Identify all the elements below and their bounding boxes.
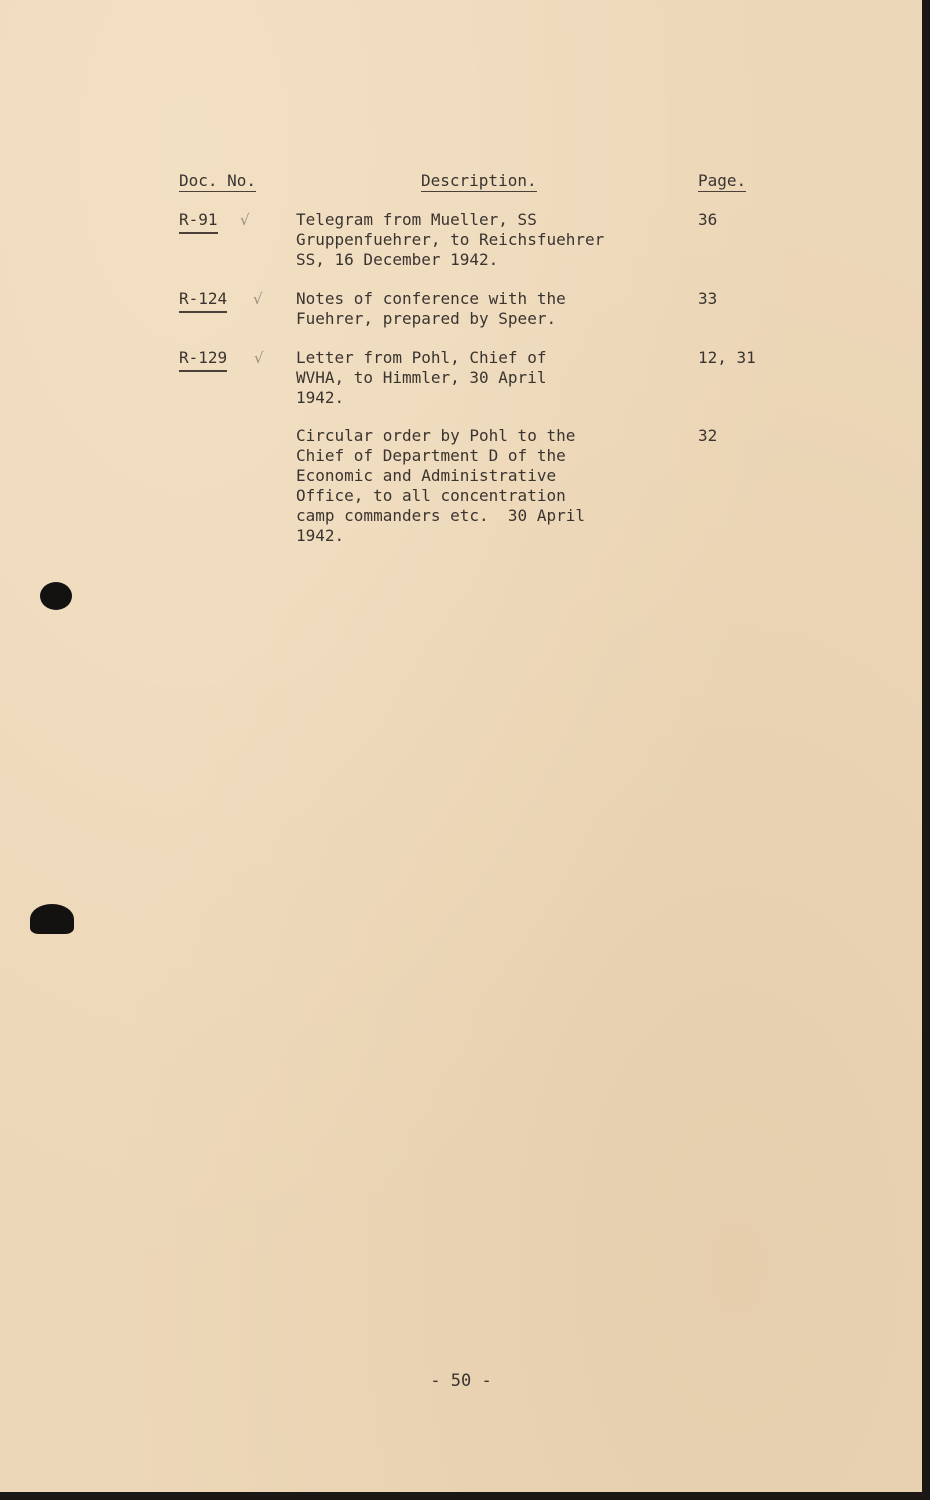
doc-no-header: Doc. No. [179,171,257,190]
page-reference: 33 [698,289,718,308]
punch-hole [40,582,72,610]
doc-number: R-91 [179,210,218,234]
description-header: Description. [421,171,537,190]
scan-border [0,1492,930,1500]
document-description: Letter from Pohl, Chief of WVHA, to Himmler, 30 April 1942. [296,348,547,407]
page-header: Page. [698,171,747,190]
document-description: Notes of conference with the Fuehrer, prepared by Speer. [296,289,566,328]
page-reference: 32 [698,426,718,445]
document-description: Telegram from Mueller, SS Gruppenfuehrer, to Reichsfuehrer SS, 16 December 1942. [296,210,605,269]
doc-number: R-129 [179,348,227,372]
page-number: - 50 - [430,1371,492,1391]
column-header-row [0,172,922,194]
scan-border [922,0,930,1500]
check-mark: √ [254,349,264,367]
doc-number: R-124 [179,289,227,313]
check-mark: √ [240,211,250,229]
check-mark: √ [253,290,263,308]
page-reference: 12, 31 [698,348,756,367]
page-reference: 36 [698,210,718,229]
document-description: Circular order by Pohl to the Chief of Department D of the Economic and Administrative Office, to all concentration camp commanders etc. 30 April 1942. [296,426,585,545]
punch-hole [30,904,74,934]
